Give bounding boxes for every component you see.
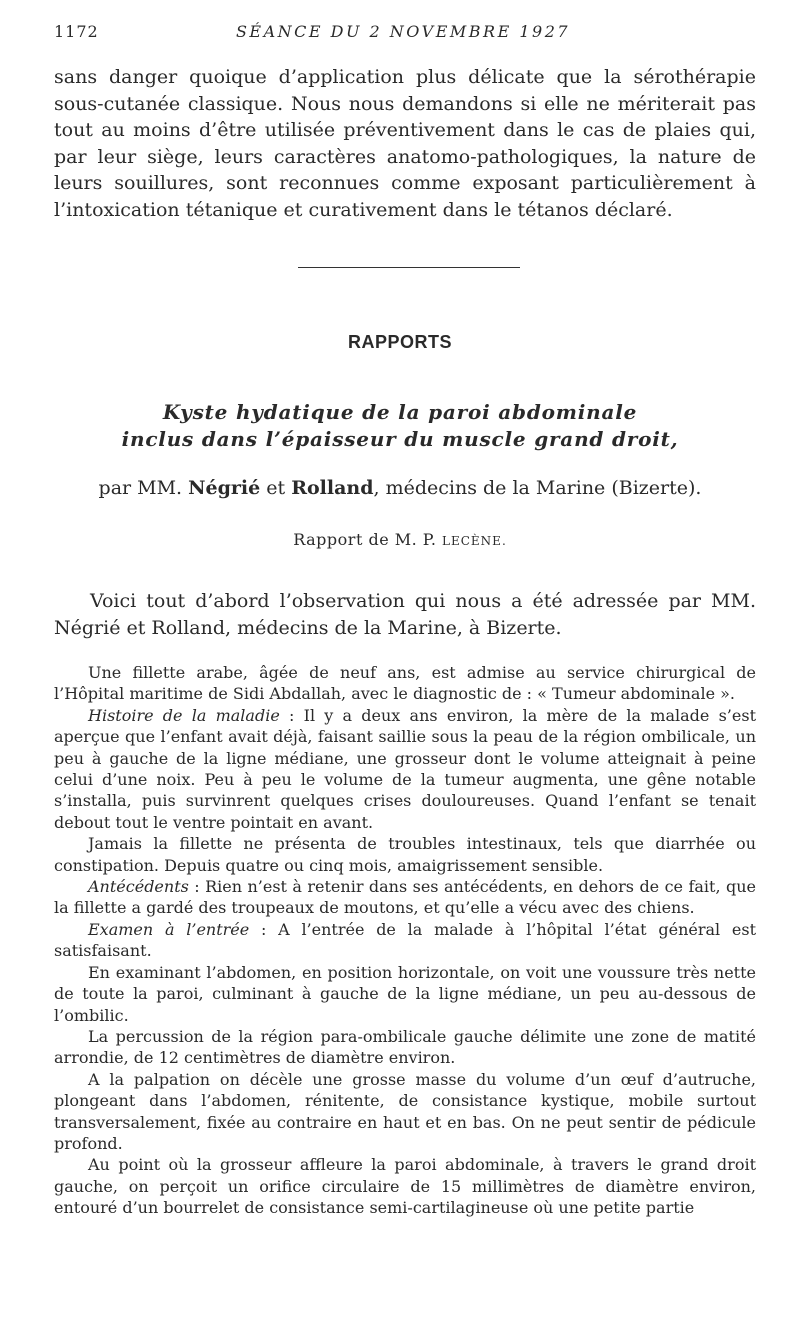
observation-text: La percussion de la région para-ombilicale gauche délimite une zone de matité arrondie, de 12 centimètres de diamètre environ. (54, 1026, 756, 1068)
observation-label: Examen à l’entrée (88, 919, 250, 939)
observation-text: Une fillette arabe, âgée de neuf ans, est admise au service chirurgical de l’Hôpital maritime de Sidi Abdallah, avec le diagnostic de : « Tumeur abdominale ». (54, 663, 756, 704)
observation-paragraph (54, 1154, 756, 1218)
section-divider (298, 267, 520, 268)
running-title: SÉANCE DU 2 NOVEMBRE 1927 (235, 22, 571, 41)
page-header (54, 22, 752, 44)
observation-label: Histoire de la maladie (88, 705, 280, 725)
observation-paragraph (54, 962, 756, 1026)
author-negrie: Négrié (188, 477, 261, 499)
observation-paragraph (54, 705, 756, 833)
lead-paragraph (54, 588, 756, 642)
section-heading: RAPPORTS (347, 332, 452, 352)
observation-text: Au point où la grosseur affleure la paroi abdominale, à travers le grand droit gauche, on perçoit un orifice circulaire de 15 millimètres de diamètre environ, entouré d’un bourrelet de consistance semi-cartilagineuse où une petite partie (54, 1155, 756, 1218)
page-number: 1172 (54, 22, 99, 41)
observation-paragraph (54, 833, 756, 876)
byline-and: et (266, 477, 286, 499)
observation-label: Antécédents (88, 877, 189, 897)
article-title-line-1: Kyste hydatique de la paroi abdominale (162, 400, 638, 424)
observation-paragraph (54, 1026, 756, 1069)
author-rolland: Rolland (291, 477, 374, 499)
report-prefix: Rapport de M. P. (293, 530, 437, 549)
byline-suffix: , médecins de la Marine (Bizerte). (373, 477, 702, 499)
intro-paragraph (54, 64, 756, 223)
intro-text: sans danger quoique d’application plus délicate que la sérothérapie sous-cutanée classique. Nous nous demandons si elle ne mériterait pas tout au moins d’être utilisée préventivement dans le cas de plaies qui, par leur siège, leurs caractères anatomo-pathologiques, la nature de leurs souillures, sont reconnues comme exposant particulièrement à l’intoxication tétanique et curativement dans le tétanos déclaré. (54, 66, 756, 221)
observation-text: : A l’entrée de la malade à l’hôpital l’état général est satisfaisant. (54, 919, 757, 961)
observation-text: Jamais la fillette ne présenta de troubles intestinaux, tels que diarrhée ou constipation. Depuis quatre ou cinq mois, amaigrissement sensible. (54, 834, 756, 875)
observation-text: En examinant l’abdomen, en position horizontale, on voit une voussure très nette de toute la paroi, culminant à gauche de la ligne médiane, un peu au-dessous de l’ombilic. (54, 962, 756, 1025)
observation-text: : Rien n’est à retenir dans ses antécédents, en dehors de ce fait, que la fillette a gardé des troupeaux de moutons, et qu’elle a vécu avec des chiens. (54, 877, 756, 918)
report-attribution (0, 530, 800, 549)
observation-paragraph (54, 662, 756, 705)
observation-paragraph (54, 876, 756, 919)
lead-text: Voici tout d’abord l’observation qui nous a été adressée par MM. Négrié et Rolland, médecins de la Marine, à Bizerte. (54, 590, 756, 639)
report-author: LECÈNE. (442, 534, 507, 548)
observation-paragraph (54, 1069, 756, 1155)
article-title-line-2: inclus dans l’épaisseur du muscle grand droit, (121, 427, 679, 451)
observation-text: : Il y a deux ans environ, la mère de la malade s’est aperçue que l’enfant avait déjà, faisant saillie sous la peau de la région ombilicale, un peu à gauche de la ligne médiane, une grosseur dont le volume atteignait à peine celui d’une noix. Peu à peu le volume de la tumeur augmenta, une gêne notable s’installa, puis survinrent quelques crises douloureuses. Quand l’enfant se tenait debout tout le ventre pointait en avant. (54, 705, 756, 832)
article-title (60, 399, 740, 453)
observation-paragraph (54, 919, 756, 962)
byline-prefix: par MM. (98, 477, 183, 499)
observation-text: A la palpation on décèle une grosse masse du volume d’un œuf d’autruche, plongeant dans l’abdomen, rénitente, de consistance kystique, mobile surtout transversalement, fixée au contraire en haut et en bas. On ne peut sentir de pédicule profond. (54, 1069, 756, 1153)
article-byline (0, 477, 800, 499)
observation-body (54, 662, 756, 1219)
